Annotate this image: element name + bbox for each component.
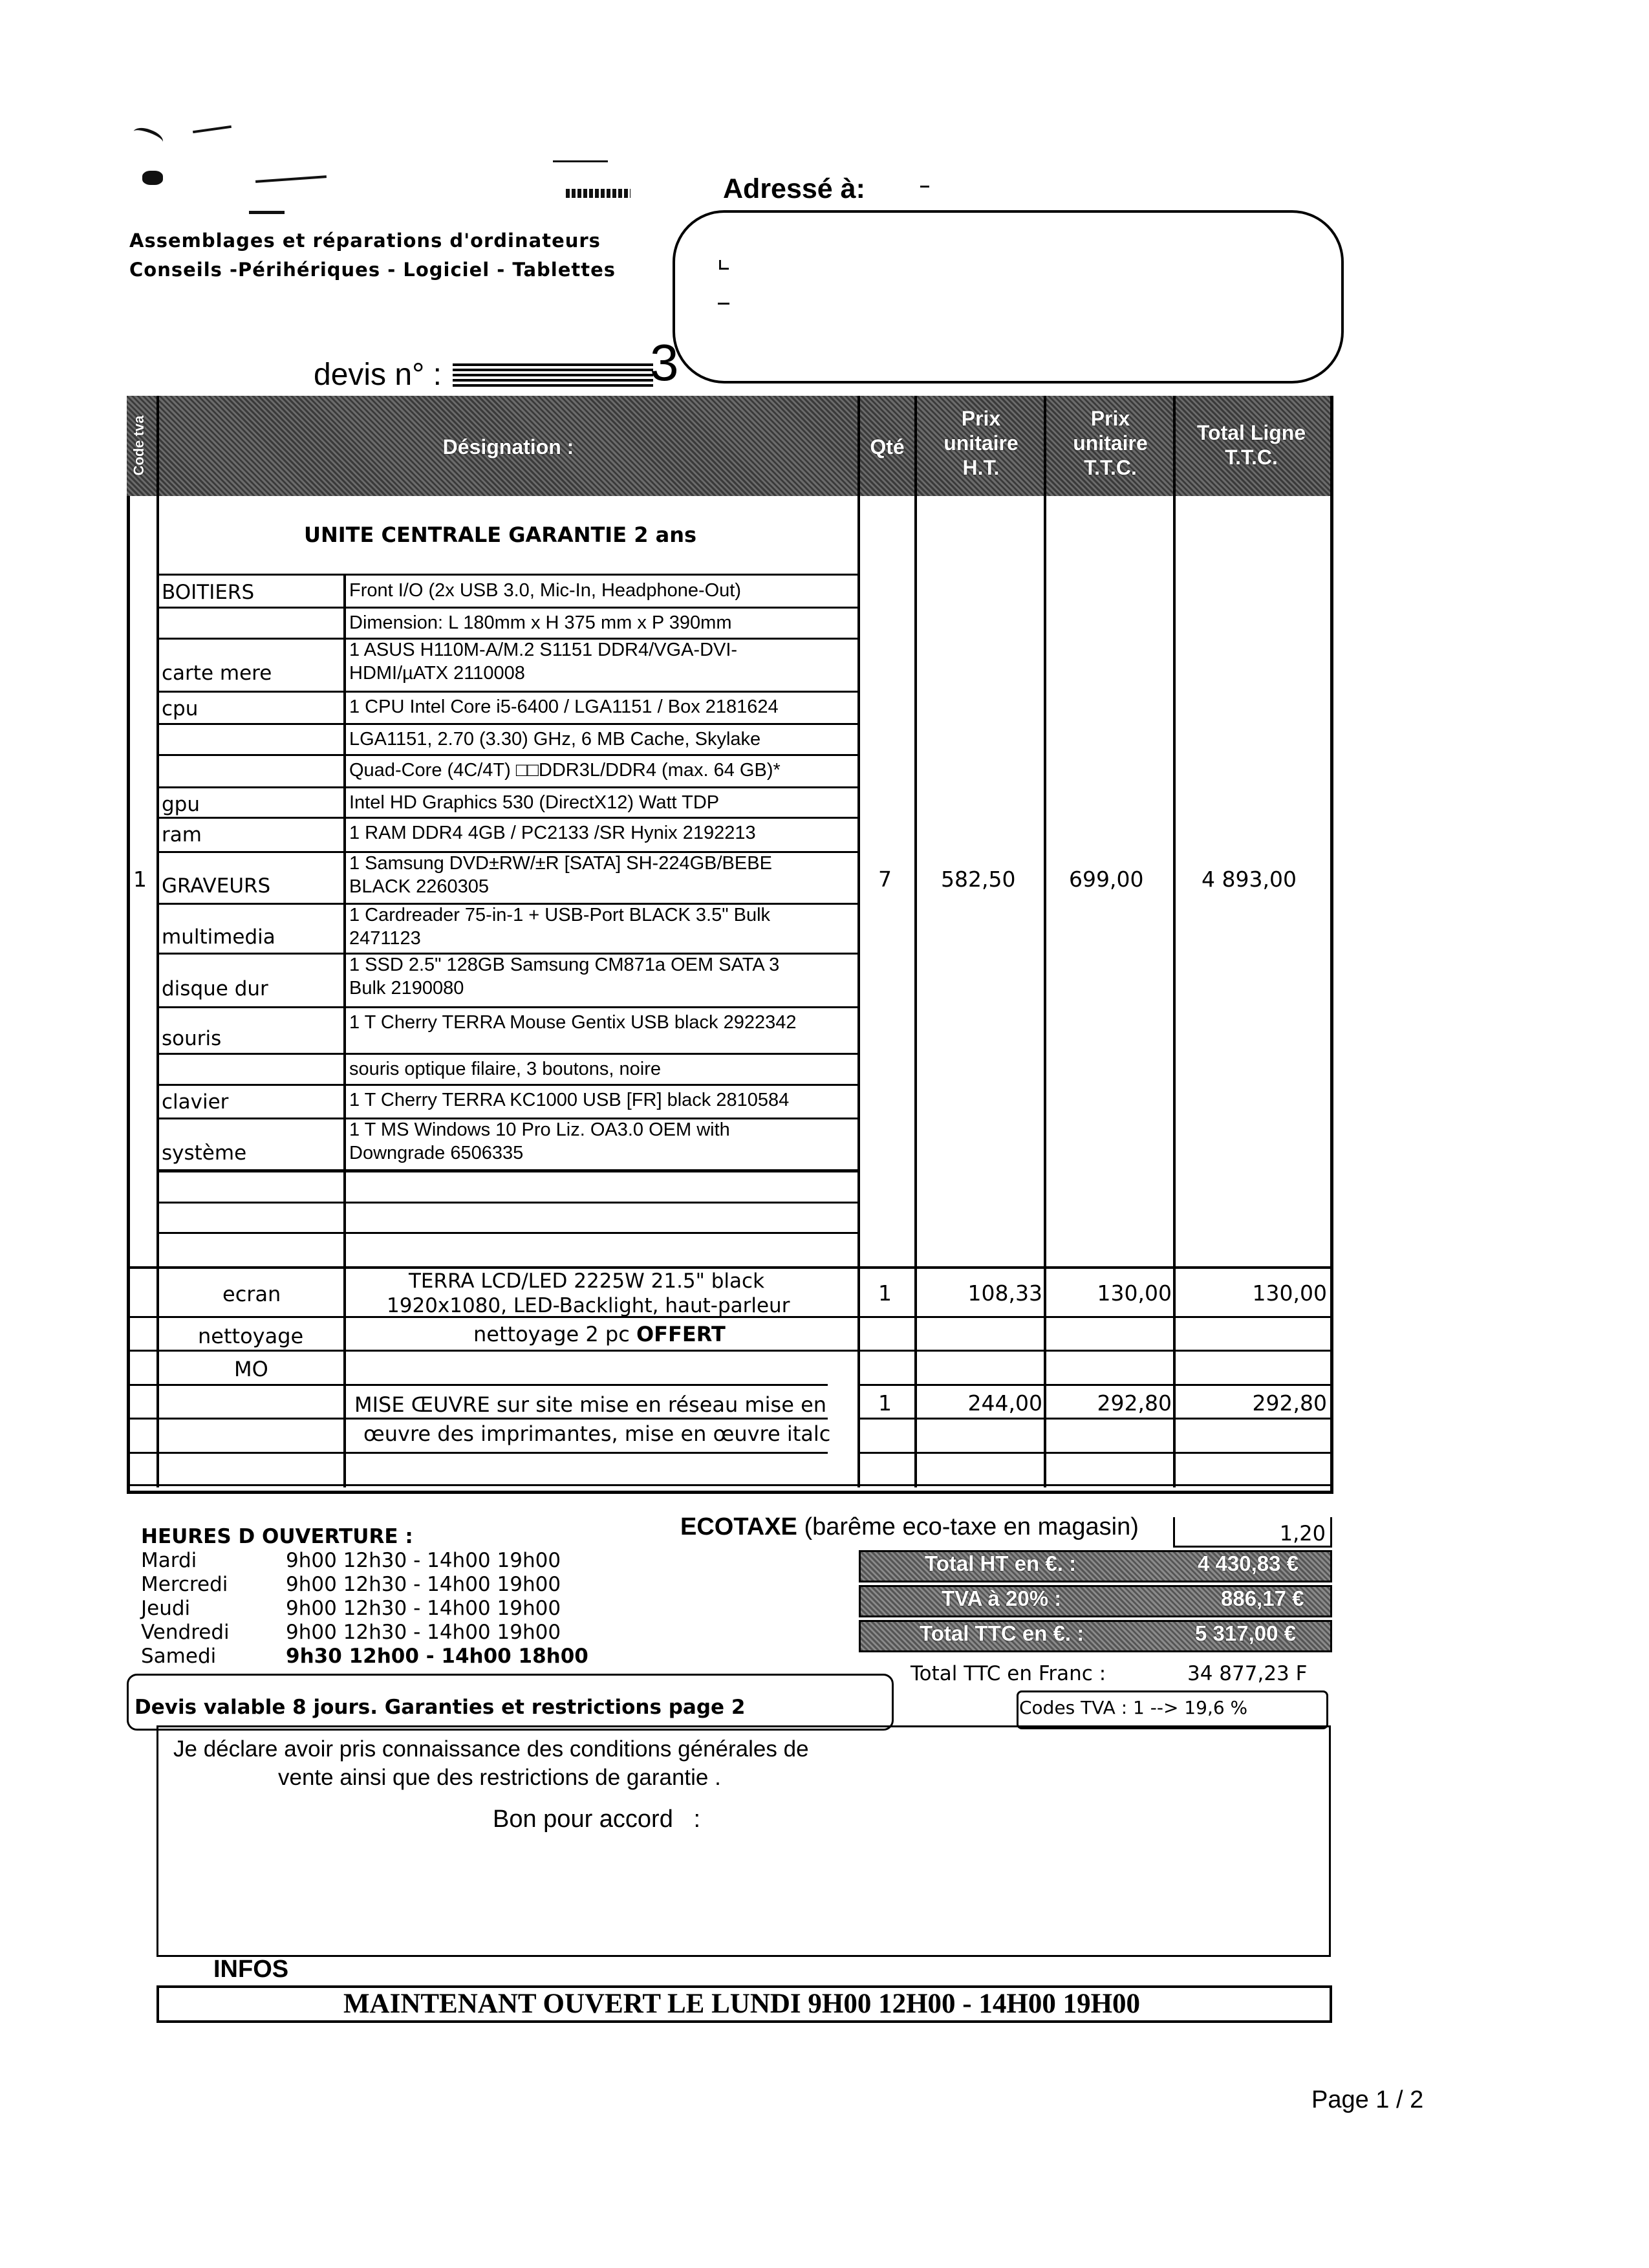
header-pu-ttc-line: unitaire (1073, 431, 1148, 455)
row-sep (857, 1452, 1330, 1454)
header-designation: Désignation : (442, 435, 574, 459)
mo-qte: 1 (878, 1390, 892, 1416)
total-ttc-label: Total TTC en €. : (920, 1621, 1084, 1645)
row-sep (127, 1484, 1330, 1486)
redacted-logo-mark (131, 124, 166, 149)
hours-time: 9h00 12h30 - 14h00 19h00 (286, 1621, 561, 1644)
ecran-pu-ttc: 130,00 (1097, 1280, 1172, 1306)
component-desc: 1 T Cherry TERRA Mouse Gentix USB black 2922342 (349, 1012, 797, 1033)
component-desc: Intel HD Graphics 530 (DirectX12) Watt TDP (349, 792, 720, 813)
component-label: système (162, 1141, 247, 1165)
declaration-line-2: vente ainsi que des restrictions de garantie . (278, 1765, 721, 1790)
component-row-sep (156, 607, 857, 609)
total-ht-value: 4 430,83 € (1198, 1551, 1299, 1575)
redacted-logo-mark (142, 171, 163, 185)
component-desc: Quad-Core (4C/4T) □□DDR3L/DDR4 (max. 64 GB)* (349, 760, 781, 781)
hours-time: 9h00 12h30 - 14h00 19h00 (286, 1549, 561, 1572)
header-pu-ht-line: unitaire (943, 431, 1018, 455)
component-label: multimedia (162, 925, 275, 949)
company-tagline-1: Assemblages et réparations d'ordinateurs (129, 230, 601, 252)
label-col-sep (343, 1268, 346, 1487)
mo-desc-2: œuvre des imprimantes, mise en œuvre italc (363, 1421, 831, 1446)
header-total (1176, 420, 1327, 470)
ecran-desc-2: 1920x1080, LED-Backlight, haut-parleur (387, 1294, 790, 1317)
devis-label: devis n° : (314, 358, 442, 392)
component-row-sep (156, 817, 857, 819)
hours-day: Mercredi (141, 1573, 228, 1596)
row-sep (857, 1384, 1330, 1386)
component-desc: 1 SSD 2.5" 128GB Samsung CM871a OEM SATA 3 (349, 955, 780, 975)
hours-day: Vendredi (141, 1621, 230, 1644)
row-sep (857, 1418, 1330, 1420)
mo-pu-ttc: 292,80 (1097, 1390, 1172, 1416)
nettoyage-desc-text: nettoyage 2 pc (473, 1322, 630, 1346)
infos-label: INFOS (213, 1956, 289, 1983)
address-title: Adressé à: (723, 173, 865, 204)
component-desc-2: HDMI/µATX 2110008 (349, 663, 525, 684)
component-row-sep (156, 1006, 857, 1008)
row-sep (127, 1384, 828, 1386)
component-desc: 1 ASUS H110M-A/M.2 S1151 DDR4/VGA-DVI- (349, 640, 738, 660)
component-row-sep (156, 691, 857, 693)
label-col-sep (343, 576, 346, 1266)
tva-label: TVA à 20% : (942, 1586, 1062, 1610)
codes-tva-text: Codes TVA : 1 --> 19,6 % (1019, 1697, 1248, 1718)
mo-pu-ht: 244,00 (967, 1390, 1042, 1416)
total-ht-label: Total HT en €. : (925, 1551, 1077, 1575)
component-desc-2: Downgrade 6506335 (349, 1143, 524, 1163)
row-sep (156, 1169, 857, 1171)
component-label: gpu (162, 793, 200, 816)
component-desc: 1 T MS Windows 10 Pro Liz. OA3.0 OEM with (349, 1119, 730, 1140)
company-tagline-2: Conseils -Périhériques - Logiciel - Tablettes (129, 259, 616, 281)
component-desc: 1 CPU Intel Core i5-6400 / LGA1151 / Box 2181624 (349, 697, 779, 717)
hours-day: Mardi (141, 1549, 197, 1572)
hours-time: 9h30 12h00 - 14h00 18h00 (286, 1645, 588, 1668)
component-desc-2: Bulk 2190080 (349, 978, 464, 999)
header-pu-ttc-line: Prix (1090, 407, 1130, 430)
validity-text: Devis valable 8 jours. Garanties et restrictions page 2 (135, 1696, 746, 1719)
row-sep (156, 1202, 857, 1204)
component-desc: 1 Cardreader 75-in-1 + USB-Port BLACK 3.5" Bulk (349, 905, 771, 925)
ecran-total: 130,00 (1252, 1280, 1327, 1306)
col-sep (156, 396, 159, 1487)
declaration-line-1: Je déclare avoir pris connaissance des conditions générales de (173, 1736, 809, 1762)
nettoyage-offert: OFFERT (636, 1322, 726, 1346)
ecotaxe-note: (barême eco-taxe en magasin) (804, 1513, 1139, 1540)
row-sep (127, 1452, 828, 1454)
hours-day: Jeudi (141, 1597, 191, 1620)
row-sep (127, 1266, 1330, 1269)
component-desc: Front I/O (2x USB 3.0, Mic-In, Headphone-Out) (349, 580, 742, 601)
header-total-line: T.T.C. (1225, 446, 1278, 469)
component-label: disque dur (162, 977, 268, 1000)
component-desc: 1 T Cherry TERRA KC1000 USB [FR] black 2810584 (349, 1090, 790, 1110)
page-number: Page 1 / 2 (1311, 2086, 1424, 2113)
redacted-logo-mark (566, 189, 630, 198)
component-desc: Dimension: L 180mm x H 375 mm x P 390mm (349, 612, 732, 633)
unite-total: 4 893,00 (1202, 867, 1297, 892)
component-label: carte mere (162, 662, 272, 685)
component-label: clavier (162, 1090, 229, 1114)
component-desc: LGA1151, 2.70 (3.30) GHz, 6 MB Cache, Skylake (349, 729, 761, 750)
component-desc: 1 RAM DDR4 4GB / PC2133 /SR Hynix 2192213 (349, 823, 756, 843)
redacted-logo-mark (255, 175, 327, 183)
hours-time: 9h00 12h30 - 14h00 19h00 (286, 1597, 561, 1620)
component-row-sep (156, 754, 857, 756)
mo-desc: MISE ŒUVRE sur site mise en réseau mise en (354, 1392, 827, 1417)
component-label: GRAVEURS (162, 874, 271, 898)
row-sep (156, 574, 857, 576)
row-sep (127, 1350, 1330, 1352)
unite-code: 1 (133, 867, 147, 892)
ecran-desc: TERRA LCD/LED 2225W 21.5" black (409, 1269, 765, 1293)
quote-table (127, 396, 1333, 1494)
row-sep (127, 1418, 828, 1420)
tva-value: 886,17 € (1221, 1586, 1304, 1610)
header-pu-ht-line: H.T. (962, 456, 1000, 479)
component-desc-2: BLACK 2260305 (349, 876, 490, 897)
nettoyage-label: nettoyage (198, 1324, 304, 1348)
header-pu-ht (917, 406, 1045, 480)
redacted-address (718, 303, 729, 305)
component-row-sep (156, 723, 857, 725)
redacted-logo-mark (249, 211, 285, 214)
component-label: BOITIERS (162, 581, 255, 604)
hours-time: 9h00 12h30 - 14h00 19h00 (286, 1573, 561, 1596)
component-row-sep (156, 1053, 857, 1055)
col-sep (1173, 396, 1176, 1487)
hours-day: Samedi (141, 1645, 217, 1668)
mo-total: 292,80 (1252, 1390, 1327, 1416)
ecotaxe-value: 1,20 (1279, 1521, 1326, 1546)
ecran-qte: 1 (878, 1280, 892, 1306)
header-total-line: Total Ligne (1196, 421, 1306, 444)
component-desc: 1 Samsung DVD±RW/±R [SATA] SH-224GB/BEBE (349, 853, 772, 874)
component-label: ram (162, 823, 202, 847)
devis-suffix: 3 (650, 334, 679, 391)
hours-title: HEURES D OUVERTURE : (141, 1525, 413, 1548)
redacted-logo-mark (553, 160, 608, 162)
row-sep (156, 1232, 857, 1234)
header-pu-ttc-line: T.T.C. (1084, 456, 1137, 479)
bon-pour-accord: Bon pour accord : (493, 1806, 701, 1833)
header-pu-ttc (1046, 406, 1174, 480)
unite-qte: 7 (878, 867, 892, 892)
ecotaxe-label: ECOTAXE (680, 1513, 797, 1540)
ecotaxe (680, 1513, 1139, 1541)
devis-number-redacted (453, 362, 653, 387)
redacted-address (719, 260, 729, 270)
nettoyage-desc (473, 1322, 726, 1346)
unite-pu-ttc: 699,00 (1069, 867, 1144, 892)
component-row-sep (156, 786, 857, 788)
component-label: cpu (162, 697, 199, 720)
col-sep (914, 396, 917, 1487)
header-code-tva: Code tva (131, 415, 147, 476)
col-sep (857, 396, 860, 1487)
total-ttc-value: 5 317,00 € (1195, 1621, 1296, 1645)
infos-text: MAINTENANT OUVERT LE LUNDI 9H00 12H00 - 14H00 19H00 (343, 1989, 1141, 2019)
address-box (673, 210, 1344, 383)
unite-pu-ht: 582,50 (941, 867, 1016, 892)
component-label: souris (162, 1027, 222, 1050)
header-qte: Qté (870, 435, 905, 459)
component-desc: souris optique filaire, 3 boutons, noire (349, 1059, 662, 1079)
component-row-sep (156, 1084, 857, 1086)
mo-label: MO (234, 1357, 268, 1381)
redacted-logo-mark (193, 125, 232, 133)
component-desc-2: 2471123 (349, 928, 421, 949)
unite-title: UNITE CENTRALE GARANTIE 2 ans (304, 523, 697, 547)
ecran-label: ecran (222, 1282, 281, 1306)
ecran-pu-ht: 108,33 (967, 1280, 1042, 1306)
total-franc-value: 34 877,23 F (1187, 1662, 1308, 1685)
col-sep (1044, 396, 1046, 1487)
header-pu-ht-line: Prix (961, 407, 1001, 430)
total-franc-label: Total TTC en Franc : (911, 1662, 1106, 1685)
address-dash (920, 186, 929, 188)
